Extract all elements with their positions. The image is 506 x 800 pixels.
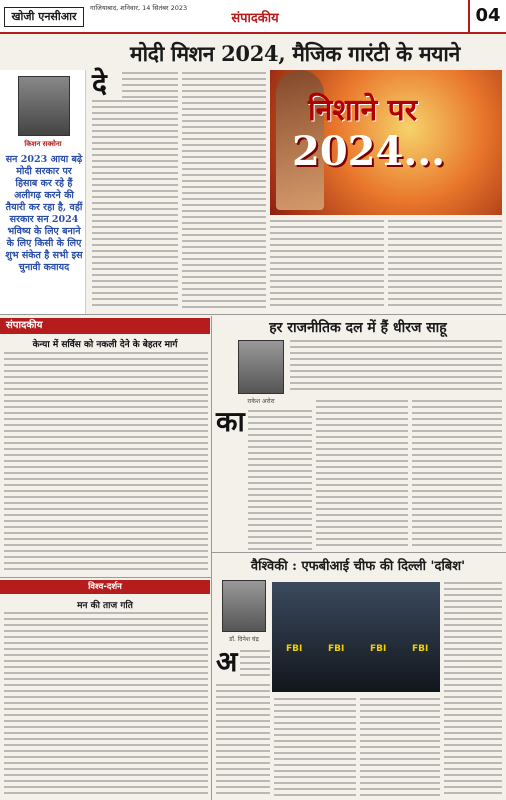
story2-author-photo — [238, 340, 284, 394]
lead-hero-image — [270, 70, 502, 215]
author-photo — [18, 76, 70, 136]
dateline: गाजियाबाद, शनिवार, 14 सितंबर 2023 — [90, 4, 188, 12]
fbi-label-1: FBI — [286, 644, 303, 654]
masthead — [0, 0, 506, 34]
lead-text-col1 — [92, 100, 178, 310]
author-name: किशन सक्सेना — [24, 140, 62, 148]
story2-caption: राकेश अरोरा — [247, 398, 275, 405]
story2-text-col2 — [316, 400, 408, 550]
story2-text-col3 — [412, 400, 502, 550]
lead-text-col4 — [388, 220, 502, 310]
story3-headline: वैश्विकी : एफबीआई चीफ की दिल्ली 'दबिश' — [250, 559, 466, 574]
mini-label: विश्व-दर्शन — [0, 580, 210, 594]
lead-text-col2 — [182, 72, 266, 310]
story3-author-photo — [222, 580, 266, 632]
hero-text-line1: निशाने पर — [308, 93, 417, 128]
story3-dropcap: अ — [216, 645, 238, 678]
hero-text-line2: 2024... — [292, 128, 446, 175]
newspaper-logo: खोजी एनसीआर — [4, 7, 84, 27]
mini-text — [4, 612, 208, 796]
lead-text-col3 — [270, 220, 384, 310]
story2-dropcap: का — [216, 405, 245, 438]
pull-quote: सन 2023 आया बढ़े मोदी सरकार पर हिसाब कर रहे हैं अलीगढ़ करने की तैयारी कर रहा है, वहीं सरकार सन 2024 भविष्य के लिए बनाने के लिए किसी के लिए शुभ संकेत है सभी इस चुनावी कवायद — [5, 154, 83, 273]
story3-divider — [212, 552, 506, 553]
fbi-label-3: FBI — [370, 644, 387, 654]
editorial-subhead: केन्या में सर्विस को नकली देने के बेहतर मार्ग — [32, 340, 178, 350]
story3-text-col1 — [216, 684, 270, 796]
fbi-agents-photo — [272, 582, 440, 692]
left-column — [0, 70, 86, 315]
mini-subhead: मन की ताज गति — [77, 601, 133, 611]
story3-text-col3 — [360, 698, 440, 796]
lead-text-col1-top — [122, 72, 178, 100]
page-number: 04 — [468, 0, 506, 32]
lead-headline: मोदी मिशन 2024, मैजिक गारंटी के मयाने — [130, 41, 460, 66]
story3-caption: डॉ. दिनेश चंद्र — [229, 636, 259, 643]
editorial-text — [4, 352, 208, 574]
section-divider — [0, 314, 506, 315]
fbi-label-2: FBI — [328, 644, 345, 654]
story3-text-col2 — [274, 698, 356, 796]
story2-text-col1 — [248, 410, 312, 550]
lead-dropcap: दे — [92, 67, 107, 100]
story3-text-intro — [240, 650, 270, 680]
story2-text-top — [290, 340, 502, 392]
editorial-label: संपादकीय — [0, 318, 210, 334]
column-divider — [211, 316, 212, 800]
story3-text-col4 — [444, 582, 502, 796]
section-title: संपादकीय — [231, 11, 279, 26]
mini-divider — [0, 577, 211, 578]
fbi-label-4: FBI — [412, 644, 429, 654]
story2-headline: हर राजनीतिक दल में हैं धीरज साहू — [269, 320, 447, 336]
